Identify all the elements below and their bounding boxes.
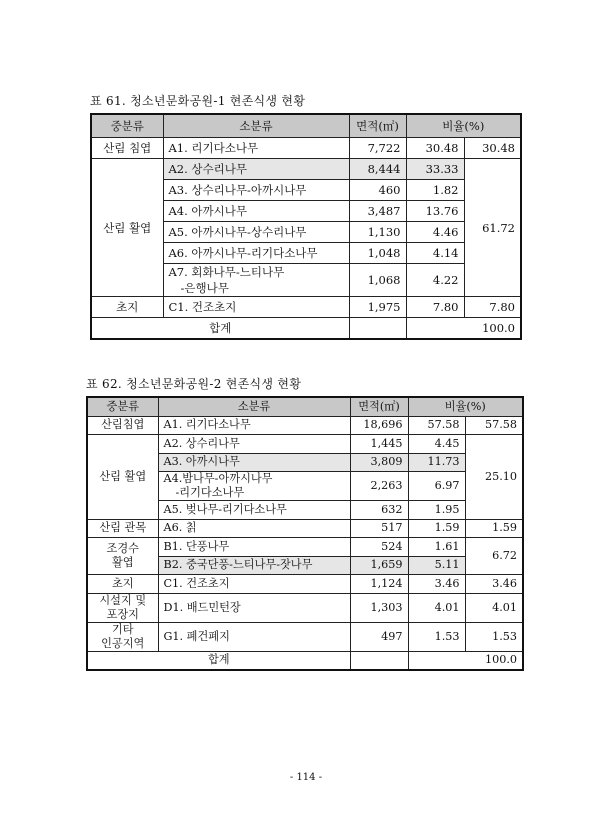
category-cell: [91, 159, 163, 297]
area-cell: 497: [350, 622, 408, 651]
cell-text-line2: 포장지: [106, 607, 139, 621]
subcategory-cell: [158, 453, 350, 472]
group-total-cell: 57.58: [465, 416, 523, 435]
cell-text: 초지: [111, 576, 134, 590]
subcategory-cell: [163, 297, 349, 318]
cell-text: A4. 아까시나무: [168, 204, 247, 218]
subcategory-cell: [163, 243, 349, 264]
header-row: [91, 114, 521, 138]
cell-text: A7. 회화나무-느티나무: [168, 265, 285, 279]
area-cell: 3,487: [349, 201, 406, 222]
table-61-caption: 표 61. 청소년문화공원-1 현존식생 현황: [90, 94, 306, 108]
table-row: [87, 435, 523, 454]
group-total-cell: 3.46: [465, 575, 523, 594]
area-cell: 1,445: [350, 435, 408, 454]
header-category: 중분류: [87, 397, 158, 416]
subcategory-cell: [163, 201, 349, 222]
total-row: [91, 318, 521, 340]
table-row: [91, 138, 521, 159]
group-total-cell: 7.80: [464, 297, 521, 318]
area-cell: 1,048: [349, 243, 406, 264]
subcategory-cell: [163, 180, 349, 201]
cell-text: 기타: [111, 622, 134, 636]
subcategory-cell: [158, 593, 350, 622]
cell-text: 시설지 및: [99, 593, 147, 607]
cell-text: 산림 활엽: [103, 220, 152, 235]
total-label: 합계: [87, 651, 350, 670]
subcategory-cell: [163, 222, 349, 243]
area-cell: 460: [349, 180, 406, 201]
ratio-cell: 1.82: [406, 180, 464, 201]
area-cell: 1,303: [350, 593, 408, 622]
area-cell: 7,722: [349, 138, 406, 159]
table-62: [86, 396, 524, 671]
ratio-cell: 30.48: [406, 138, 464, 159]
group-total-cell: 25.10: [465, 435, 523, 520]
header-area: 면적(㎡): [350, 397, 408, 416]
area-cell: 2,263: [350, 472, 408, 501]
group-total-cell: 61.72: [464, 159, 521, 297]
ratio-cell: 1.59: [408, 519, 465, 538]
cell-text: A2. 상수리나무: [163, 436, 240, 450]
header-area: 면적(㎡): [349, 114, 406, 138]
table-row: [91, 159, 521, 180]
header-subcategory: 소분류: [158, 397, 350, 416]
cell-text: 산림침엽: [101, 418, 145, 432]
ratio-cell: 57.58: [408, 416, 465, 435]
category-cell: [91, 138, 163, 159]
group-total-cell: 30.48: [464, 138, 521, 159]
cell-text-line2: 인공지역: [101, 636, 145, 650]
subcategory-cell: [158, 501, 350, 520]
table-62-caption: 표 62. 청소년문화공원-2 현존식생 현황: [86, 377, 302, 391]
cell-text: A1. 리기다소나무: [163, 418, 251, 432]
total-area-empty: [349, 318, 406, 340]
cell-text: B1. 단풍나무: [163, 539, 230, 553]
area-cell: 1,975: [349, 297, 406, 318]
cell-text: 초지: [116, 300, 139, 314]
ratio-cell: 5.11: [408, 556, 465, 575]
cell-text: 산림 활엽: [99, 469, 147, 483]
subcategory-cell: [163, 264, 349, 297]
table-row: [87, 519, 523, 538]
total-area-empty: [350, 651, 408, 670]
ratio-cell: 1.95: [408, 501, 465, 520]
subcategory-cell: [158, 575, 350, 594]
category-cell: [91, 297, 163, 318]
header-ratio: 비율(%): [408, 397, 523, 416]
group-total-cell: 6.72: [465, 538, 523, 575]
cell-text: C1. 건조초지: [168, 300, 237, 314]
cell-text: A4.밤나무-아까시나무: [163, 472, 273, 485]
group-total-cell: 1.53: [465, 622, 523, 651]
ratio-cell: 4.46: [406, 222, 464, 243]
subcategory-cell: [158, 622, 350, 651]
table-row: [91, 297, 521, 318]
page-number: - 114 -: [289, 772, 323, 783]
area-cell: 517: [350, 519, 408, 538]
ratio-cell: 7.80: [406, 297, 464, 318]
subcategory-cell: [158, 435, 350, 454]
cell-text: A5. 아까시나무-상수리나무: [168, 225, 307, 239]
ratio-cell: 3.46: [408, 575, 465, 594]
cell-text-line2: -은행나무: [180, 281, 229, 295]
category-cell: [87, 435, 158, 520]
category-cell: [87, 575, 158, 594]
ratio-cell: 33.33: [406, 159, 464, 180]
ratio-cell: 1.61: [408, 538, 465, 557]
header-ratio: 비율(%): [406, 114, 521, 138]
subcategory-cell: [163, 138, 349, 159]
ratio-cell: 4.22: [406, 264, 464, 297]
cell-text: D1. 배드민턴장: [163, 600, 241, 614]
group-total-cell: 1.59: [465, 519, 523, 538]
ratio-cell: 11.73: [408, 453, 465, 472]
cell-text: A6. 아까시나무-리기다소나무: [168, 246, 318, 260]
table-row: [87, 416, 523, 435]
area-cell: 1,124: [350, 575, 408, 594]
subcategory-cell: [158, 472, 350, 501]
header-row: [87, 397, 523, 416]
subcategory-cell: [158, 416, 350, 435]
ratio-cell: 4.14: [406, 243, 464, 264]
ratio-cell: 13.76: [406, 201, 464, 222]
area-cell: 1,659: [350, 556, 408, 575]
area-cell: 18,696: [350, 416, 408, 435]
cell-text-line2: 활엽: [111, 556, 134, 569]
cell-text: G1. 폐건폐지: [163, 629, 230, 643]
cell-text-line2: -리기다소나무: [175, 486, 245, 499]
ratio-cell: 1.53: [408, 622, 465, 651]
area-cell: 8,444: [349, 159, 406, 180]
cell-text: A5. 벚나무-리기다소나무: [163, 502, 287, 516]
table-61: [90, 113, 522, 340]
category-cell: [87, 593, 158, 622]
area-cell: 524: [350, 538, 408, 557]
cell-text: C1. 건조초지: [163, 576, 230, 590]
category-cell: [87, 538, 158, 575]
header-subcategory: 소분류: [163, 114, 349, 138]
table-row: [87, 575, 523, 594]
cell-text: A1. 리기다소나무: [168, 141, 259, 155]
table-row: [87, 593, 523, 622]
subcategory-cell: [163, 159, 349, 180]
cell-text: B2. 중국단풍-느티나무-잣나무: [163, 558, 313, 572]
group-total-cell: 4.01: [465, 593, 523, 622]
total-value: 100.0: [406, 318, 521, 340]
category-cell: [87, 416, 158, 435]
cell-text: A3. 아까시나무: [163, 455, 240, 469]
ratio-cell: 4.01: [408, 593, 465, 622]
cell-text: A6. 칡: [163, 521, 197, 535]
cell-text: 산림 관목: [99, 521, 147, 535]
table-row: [87, 622, 523, 651]
area-cell: 1,130: [349, 222, 406, 243]
category-cell: [87, 519, 158, 538]
cell-text: 산림 침엽: [103, 141, 152, 155]
table-row: [87, 538, 523, 557]
cell-text: A3. 상수리나무-아까시나무: [168, 183, 307, 197]
cell-text: 조경수: [106, 542, 139, 555]
header-category: 중분류: [91, 114, 163, 138]
subcategory-cell: [158, 538, 350, 557]
area-cell: 3,809: [350, 453, 408, 472]
subcategory-cell: [158, 556, 350, 575]
subcategory-cell: [158, 519, 350, 538]
category-cell: [87, 622, 158, 651]
total-value: 100.0: [408, 651, 523, 670]
cell-text: A2. 상수리나무: [168, 162, 247, 176]
total-label: 합계: [91, 318, 349, 340]
area-cell: 632: [350, 501, 408, 520]
ratio-cell: 4.45: [408, 435, 465, 454]
ratio-cell: 6.97: [408, 472, 465, 501]
total-row: [87, 651, 523, 670]
area-cell: 1,068: [349, 264, 406, 297]
